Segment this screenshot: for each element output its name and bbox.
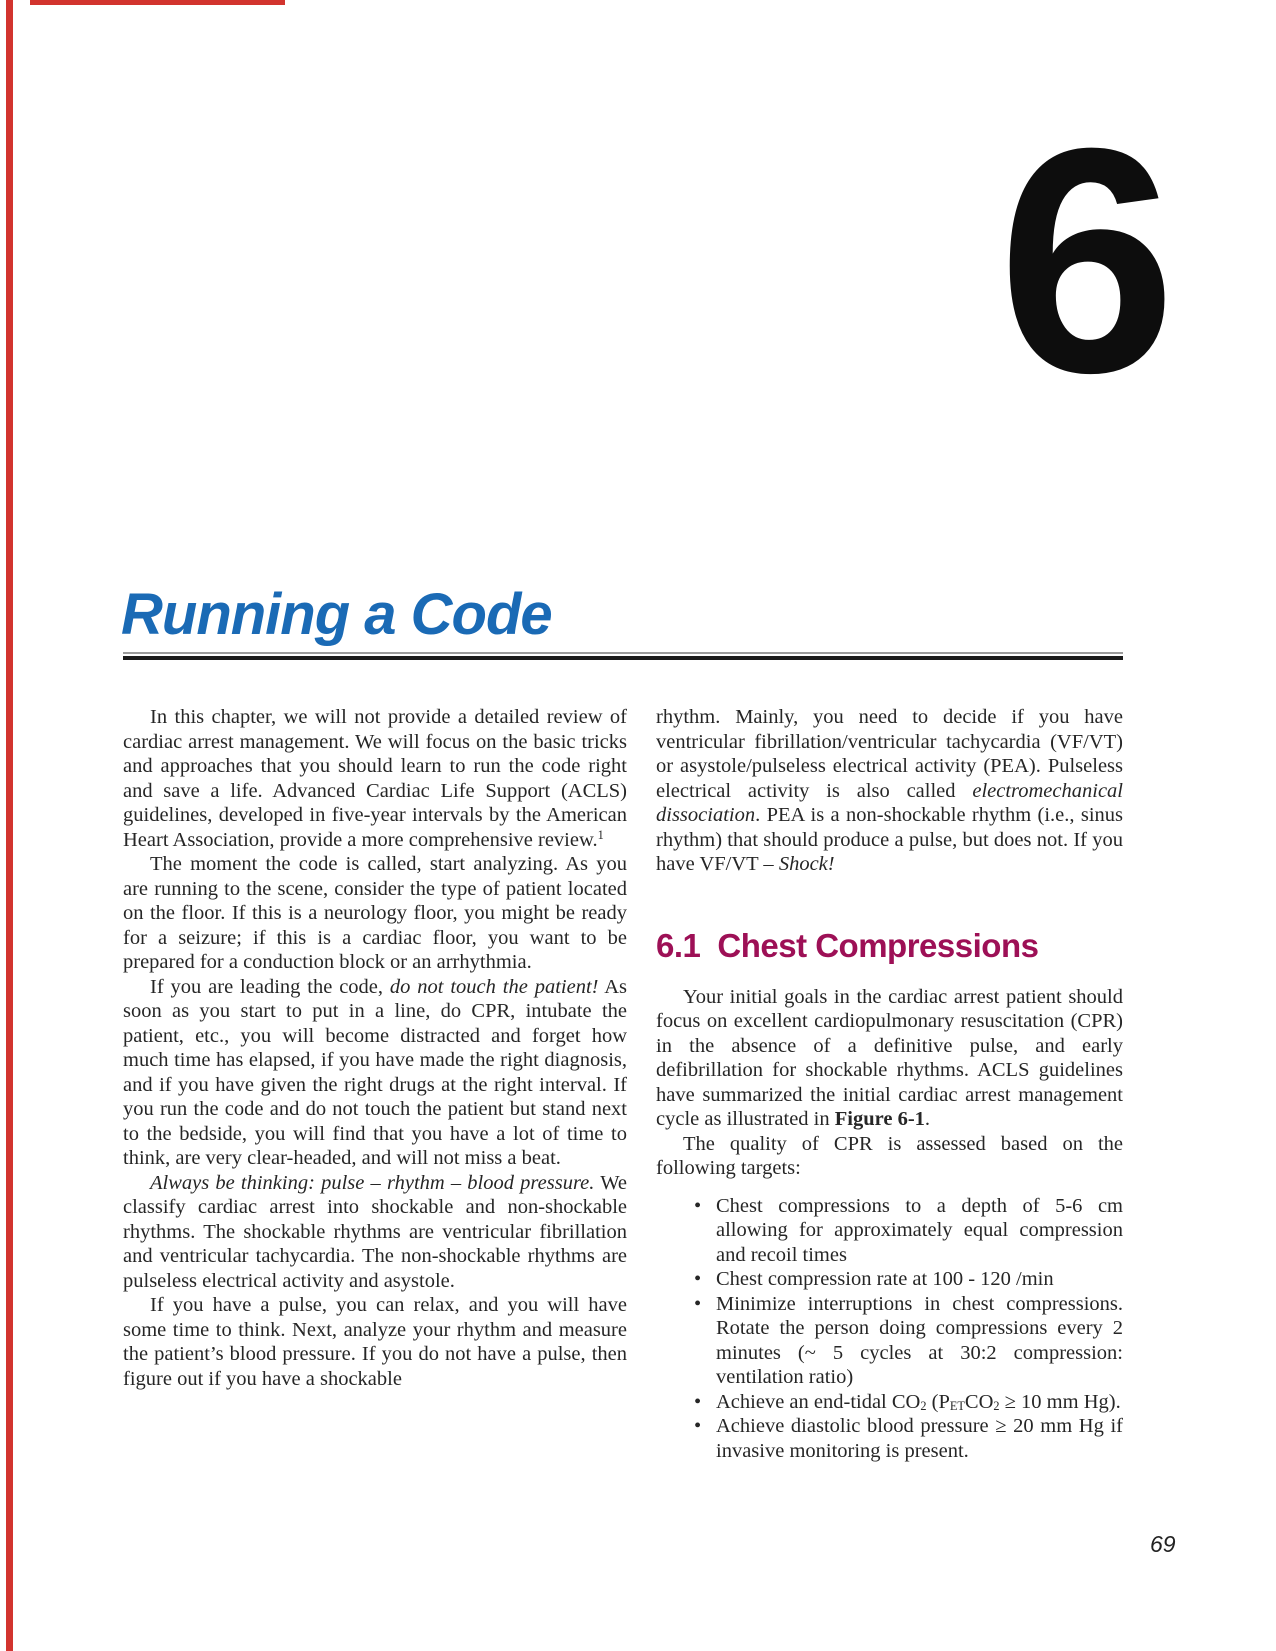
text-segment: Always be thinking: pulse – rhythm – blood pressure. [150, 1171, 595, 1194]
text-segment: We classify cardiac arrest into shockable and non-shockable rhythms. The shockable rhythms are ventricular fibrillation and ventricular tachycardia. The non-shockable rhythms are pulseless electrical activity and asystole. [123, 1171, 628, 1292]
text-segment: 1 [597, 828, 604, 843]
paragraph [123, 852, 627, 975]
bullet-icon: • [694, 1292, 702, 1315]
paragraph [656, 705, 1123, 877]
section-number: 6.1 [656, 926, 701, 964]
text-segment: Chest compressions to a depth of 5-6 cm allowing for approximately equal compression and recoil times [716, 1194, 1123, 1266]
text-segment: Figure 6-1 [834, 1108, 925, 1130]
section-heading [656, 928, 1123, 964]
text-segment: ET [949, 1399, 965, 1414]
page-number: 69 [1150, 1531, 1176, 1557]
crop-mark-left [6, 0, 13, 1651]
paragraph [123, 705, 627, 852]
left-column [123, 705, 627, 1463]
text-segment: electromechanical dissociation [656, 779, 1123, 826]
text-segment: rhythm. Mainly, you need to decide if you have ventricular fibrillation/ventricular tachycardia (VF/VT) or asystole/pulseless electrical activity (PEA). Pulseless electrical activity is also called [656, 706, 1123, 802]
paragraph [123, 1171, 627, 1294]
text-segment: Chest compression rate at 100 - 120 /min [716, 1268, 1054, 1290]
title-divider-rule [123, 652, 1123, 660]
text-segment: In this chapter, we will not provide a detailed review of cardiac arrest management. We will focus on the basic tricks and approaches that you should learn to run the code right and save a life. Advanced Cardiac Life Support (ACLS) guidelines, developed in five-year intervals by the American Heart Association, provide a more comprehensive review. [123, 706, 627, 851]
body-text [123, 705, 1123, 1463]
crop-mark-top [30, 0, 285, 5]
paragraph [123, 1293, 627, 1391]
list-item [656, 1194, 1123, 1268]
paragraph [123, 975, 627, 1171]
cpr-targets-list [656, 1194, 1123, 1464]
list-item [656, 1267, 1123, 1292]
text-segment: As soon as you start to put in a line, do CPR, intubate the patient, etc., you will become distracted and forget how much time has elapsed, if you have made the right diagnosis, and if you have given the right drugs at the right interval. If you run the code and do not touch the patient but stand next to the bedside, you will find that you have a lot of time to think, are very clear-headed, and will not miss a beat. [123, 975, 627, 1169]
list-item [656, 1414, 1123, 1463]
text-segment: (P [926, 1390, 950, 1413]
right-column-top [656, 705, 1123, 877]
bullet-icon: • [694, 1390, 702, 1413]
text-segment: . PEA is a non-shockable rhythm (i.e., sinus rhythm) that should produce a pulse, but does not. If you have VF/VT – [656, 804, 1123, 875]
page-title: Running a Code [121, 582, 552, 647]
text-segment: The moment the code is called, start analyzing. As you are running to the scene, consider the type of patient located on the floor. If this is a neurology floor, you might be ready for a seizure; if this is a cardiac floor, you want to be prepared for a conduction block or an arrhythmia. [123, 853, 627, 973]
chapter-number: 6 [998, 81, 1170, 439]
text-segment: Your initial goals in the cardiac arrest patient should focus on excellent cardiopulmonary resuscitation (CPR) in the absence of a definitive pulse, and early defibrillation for shockable rhythms. ACLS guidelines have summarized the initial cardiac arrest management cycle as illustrated in [656, 985, 1123, 1130]
text-segment: The quality of CPR is assessed based on the following targets: [656, 1132, 1123, 1179]
bullet-icon: • [694, 1415, 702, 1437]
text-segment: Shock! [778, 853, 835, 875]
paragraph [656, 985, 1123, 1132]
text-segment: 2 [920, 1399, 927, 1414]
text-segment: Achieve an end-tidal CO [716, 1390, 921, 1413]
list-item [656, 1390, 1123, 1415]
text-segment: do not touch the patient! [389, 975, 599, 998]
right-column [656, 705, 1123, 1463]
section-title: Chest Compressions [717, 926, 1039, 964]
text-segment: CO [964, 1390, 994, 1413]
bullet-icon: • [694, 1194, 702, 1217]
list-item [656, 1292, 1123, 1390]
right-column-mid [656, 985, 1123, 1181]
text-segment: Minimize interruptions in chest compressions. Rotate the person doing compressions every 2 minutes (~ 5 cycles at 30:2 compression: ventilation ratio) [716, 1292, 1123, 1388]
text-segment: 2 [993, 1399, 1000, 1414]
text-segment: If you are leading the code, [150, 975, 390, 998]
text-segment: Achieve diastolic blood pressure ≥ 20 mm Hg if invasive monitoring is present. [716, 1415, 1123, 1462]
text-segment: . [924, 1108, 931, 1130]
bullet-icon: • [694, 1268, 702, 1290]
text-segment: ≥ 10 mm Hg). [999, 1390, 1121, 1413]
paragraph [656, 1132, 1123, 1181]
text-segment: If you have a pulse, you can relax, and you will have some time to think. Next, analyze your rhythm and measure the patient’s blood pressure. If you do not have a pulse, then figure out if you have a shockable [123, 1294, 627, 1390]
